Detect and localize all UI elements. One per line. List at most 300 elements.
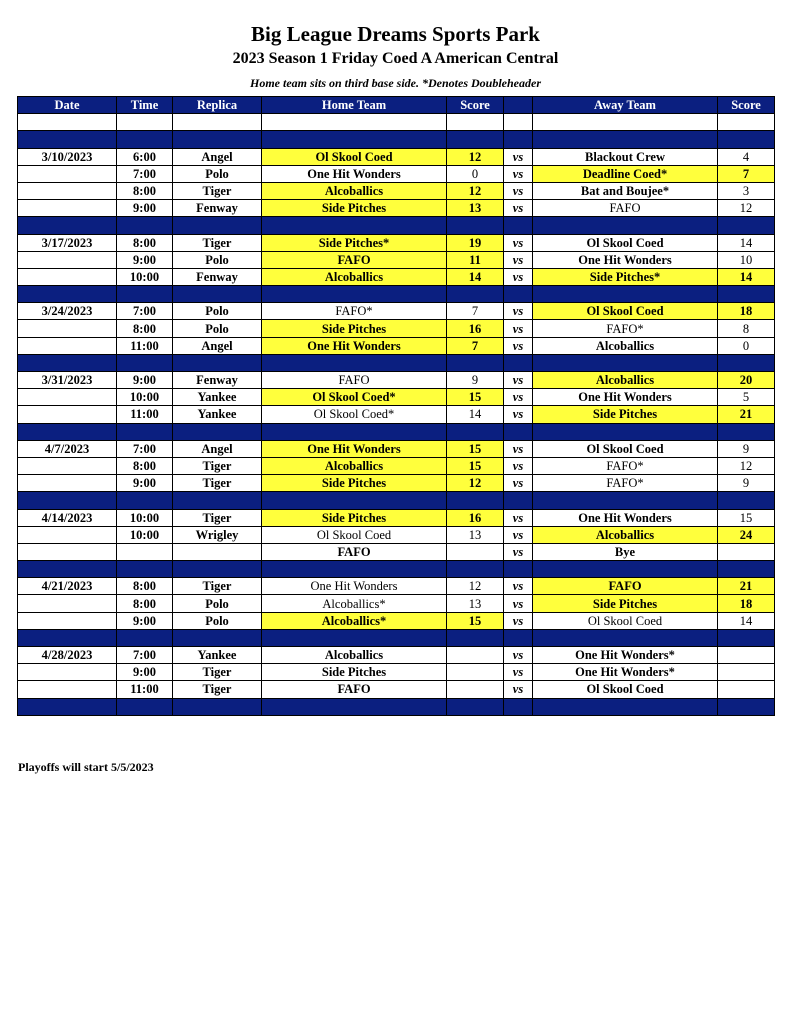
home-team: One Hit Wonders <box>262 165 447 182</box>
vs-label: vs <box>504 251 533 268</box>
game-time: 8:00 <box>117 457 173 474</box>
schedule-table <box>17 96 775 716</box>
away-team: One Hit Wonders <box>533 389 718 406</box>
vs-label: vs <box>504 440 533 457</box>
game-date: 4/7/2023 <box>18 440 117 457</box>
away-score <box>718 664 775 681</box>
header-home-score: Score <box>447 97 504 114</box>
vs-label: vs <box>504 612 533 629</box>
week-separator-cell <box>718 629 775 646</box>
blank-row-cell <box>504 114 533 131</box>
away-team: Side Pitches* <box>533 268 718 285</box>
game-field: Tiger <box>173 234 262 251</box>
away-team: One Hit Wonders <box>533 509 718 526</box>
week-separator-cell <box>117 354 173 371</box>
away-score: 14 <box>718 268 775 285</box>
week-separator-cell <box>173 354 262 371</box>
away-score: 3 <box>718 182 775 199</box>
home-score <box>447 647 504 664</box>
game-time: 9:00 <box>117 664 173 681</box>
game-date: 4/21/2023 <box>18 578 117 595</box>
week-separator-cell <box>262 217 447 234</box>
away-score: 7 <box>718 165 775 182</box>
schedule-note: Home team sits on third base side. *Denotes Doubleheader <box>250 76 541 90</box>
game-date <box>18 337 117 354</box>
blank-row-cell <box>533 114 718 131</box>
week-separator-cell <box>447 629 504 646</box>
header-date: Date <box>18 97 117 114</box>
home-score: 0 <box>447 165 504 182</box>
home-score: 11 <box>447 251 504 268</box>
home-score: 15 <box>447 440 504 457</box>
blank-row-cell <box>718 114 775 131</box>
game-row <box>18 457 775 474</box>
vs-label: vs <box>504 148 533 165</box>
away-team: One Hit Wonders* <box>533 664 718 681</box>
page-title: Big League Dreams Sports Park <box>251 22 540 46</box>
vs-label: vs <box>504 182 533 199</box>
game-date <box>18 595 117 612</box>
home-team: One Hit Wonders <box>262 440 447 457</box>
vs-label: vs <box>504 664 533 681</box>
week-separator <box>18 423 775 440</box>
away-score <box>718 681 775 698</box>
away-score: 4 <box>718 148 775 165</box>
home-score: 15 <box>447 612 504 629</box>
game-date <box>18 389 117 406</box>
game-date: 3/17/2023 <box>18 234 117 251</box>
week-separator-cell <box>447 354 504 371</box>
home-team: FAFO <box>262 372 447 389</box>
week-separator-cell <box>533 698 718 715</box>
vs-label: vs <box>504 578 533 595</box>
game-field: Fenway <box>173 372 262 389</box>
game-row <box>18 664 775 681</box>
home-score <box>447 681 504 698</box>
game-date <box>18 200 117 217</box>
week-separator-cell <box>262 354 447 371</box>
game-time: 8:00 <box>117 182 173 199</box>
vs-label: vs <box>504 475 533 492</box>
home-team: One Hit Wonders <box>262 337 447 354</box>
week-separator-cell <box>18 131 117 148</box>
week-separator-cell <box>504 286 533 303</box>
game-date: 4/28/2023 <box>18 647 117 664</box>
game-date <box>18 475 117 492</box>
header-vs <box>504 97 533 114</box>
week-separator-cell <box>173 423 262 440</box>
game-row <box>18 440 775 457</box>
week-separator <box>18 217 775 234</box>
game-time: 8:00 <box>117 234 173 251</box>
week-separator-cell <box>533 423 718 440</box>
week-separator-cell <box>533 286 718 303</box>
week-separator <box>18 698 775 715</box>
away-score: 18 <box>718 303 775 320</box>
game-date <box>18 320 117 337</box>
week-separator-cell <box>447 561 504 578</box>
game-row <box>18 303 775 320</box>
home-team: FAFO <box>262 543 447 560</box>
game-time: 9:00 <box>117 372 173 389</box>
game-time: 11:00 <box>117 681 173 698</box>
game-date <box>18 457 117 474</box>
home-score: 15 <box>447 457 504 474</box>
home-team: Side Pitches* <box>262 234 447 251</box>
game-field: Yankee <box>173 389 262 406</box>
away-team: FAFO <box>533 578 718 595</box>
vs-label: vs <box>504 337 533 354</box>
week-separator-cell <box>262 629 447 646</box>
game-date <box>18 543 117 560</box>
game-field: Yankee <box>173 647 262 664</box>
home-team: Alcoballics <box>262 457 447 474</box>
game-date <box>18 406 117 423</box>
game-date <box>18 612 117 629</box>
game-time: 10:00 <box>117 268 173 285</box>
game-time: 10:00 <box>117 526 173 543</box>
week-separator-cell <box>117 492 173 509</box>
away-score: 12 <box>718 457 775 474</box>
week-separator-cell <box>504 217 533 234</box>
game-field: Fenway <box>173 268 262 285</box>
away-team: Alcoballics <box>533 372 718 389</box>
home-score: 12 <box>447 475 504 492</box>
game-time: 7:00 <box>117 165 173 182</box>
home-score: 13 <box>447 200 504 217</box>
week-separator-cell <box>18 698 117 715</box>
game-date <box>18 268 117 285</box>
away-score <box>718 543 775 560</box>
playoffs-note: Playoffs will start 5/5/2023 <box>18 760 154 774</box>
header-home-team: Home Team <box>262 97 447 114</box>
week-separator-cell <box>504 423 533 440</box>
game-date: 3/10/2023 <box>18 148 117 165</box>
week-separator <box>18 629 775 646</box>
home-team: Alcoballics <box>262 182 447 199</box>
game-row <box>18 268 775 285</box>
week-separator-cell <box>504 561 533 578</box>
vs-label: vs <box>504 372 533 389</box>
week-separator-cell <box>447 131 504 148</box>
vs-label: vs <box>504 457 533 474</box>
week-separator-cell <box>173 131 262 148</box>
week-separator-cell <box>117 217 173 234</box>
away-team: Deadline Coed* <box>533 165 718 182</box>
game-field: Angel <box>173 148 262 165</box>
home-score: 14 <box>447 268 504 285</box>
game-time: 8:00 <box>117 578 173 595</box>
away-score: 9 <box>718 440 775 457</box>
week-separator-cell <box>18 492 117 509</box>
away-team: One Hit Wonders <box>533 251 718 268</box>
header-away-team: Away Team <box>533 97 718 114</box>
away-score: 10 <box>718 251 775 268</box>
week-separator-cell <box>117 629 173 646</box>
vs-label: vs <box>504 647 533 664</box>
header-time: Time <box>117 97 173 114</box>
game-field: Tiger <box>173 457 262 474</box>
week-separator-cell <box>533 629 718 646</box>
home-team: Side Pitches <box>262 475 447 492</box>
home-team: FAFO <box>262 251 447 268</box>
game-field: Tiger <box>173 475 262 492</box>
away-score <box>718 647 775 664</box>
game-time: 9:00 <box>117 200 173 217</box>
week-separator-cell <box>718 492 775 509</box>
away-score: 18 <box>718 595 775 612</box>
game-row <box>18 543 775 560</box>
home-score: 19 <box>447 234 504 251</box>
game-field: Tiger <box>173 509 262 526</box>
week-separator-cell <box>504 698 533 715</box>
week-separator-cell <box>504 354 533 371</box>
away-team: FAFO* <box>533 475 718 492</box>
away-score: 0 <box>718 337 775 354</box>
game-date <box>18 165 117 182</box>
week-separator <box>18 286 775 303</box>
vs-label: vs <box>504 509 533 526</box>
game-field: Yankee <box>173 406 262 423</box>
game-field: Polo <box>173 595 262 612</box>
game-time: 7:00 <box>117 440 173 457</box>
game-row <box>18 578 775 595</box>
game-time: 7:00 <box>117 303 173 320</box>
vs-label: vs <box>504 681 533 698</box>
week-separator-cell <box>173 492 262 509</box>
home-score: 13 <box>447 595 504 612</box>
vs-label: vs <box>504 303 533 320</box>
game-field: Tiger <box>173 681 262 698</box>
blank-row-cell <box>173 114 262 131</box>
home-score <box>447 664 504 681</box>
week-separator-cell <box>718 131 775 148</box>
vs-label: vs <box>504 406 533 423</box>
week-separator-cell <box>18 561 117 578</box>
game-field: Tiger <box>173 664 262 681</box>
game-row <box>18 595 775 612</box>
home-score: 12 <box>447 578 504 595</box>
game-field <box>173 543 262 560</box>
home-team: FAFO <box>262 681 447 698</box>
game-row <box>18 406 775 423</box>
week-separator-cell <box>173 698 262 715</box>
week-separator-cell <box>18 629 117 646</box>
away-team: Ol Skool Coed <box>533 612 718 629</box>
week-separator-cell <box>262 286 447 303</box>
week-separator-cell <box>173 629 262 646</box>
away-score: 21 <box>718 406 775 423</box>
week-separator-cell <box>117 698 173 715</box>
game-time: 10:00 <box>117 389 173 406</box>
game-field: Tiger <box>173 182 262 199</box>
vs-label: vs <box>504 543 533 560</box>
game-time: 9:00 <box>117 475 173 492</box>
home-team: One Hit Wonders <box>262 578 447 595</box>
week-separator-cell <box>533 561 718 578</box>
week-separator-cell <box>117 131 173 148</box>
game-date: 3/31/2023 <box>18 372 117 389</box>
week-separator <box>18 561 775 578</box>
week-separator-cell <box>18 217 117 234</box>
game-date <box>18 182 117 199</box>
game-row <box>18 475 775 492</box>
blank-row-cell <box>18 114 117 131</box>
week-separator-cell <box>533 354 718 371</box>
game-row <box>18 526 775 543</box>
game-time: 8:00 <box>117 320 173 337</box>
game-time: 7:00 <box>117 647 173 664</box>
vs-label: vs <box>504 165 533 182</box>
home-score: 12 <box>447 148 504 165</box>
week-separator-cell <box>718 561 775 578</box>
game-row <box>18 251 775 268</box>
away-score: 21 <box>718 578 775 595</box>
away-team: One Hit Wonders* <box>533 647 718 664</box>
week-separator-cell <box>718 354 775 371</box>
week-separator <box>18 354 775 371</box>
vs-label: vs <box>504 526 533 543</box>
week-separator-cell <box>262 698 447 715</box>
week-separator-cell <box>504 131 533 148</box>
game-row <box>18 389 775 406</box>
home-score: 16 <box>447 320 504 337</box>
vs-label: vs <box>504 234 533 251</box>
game-row <box>18 182 775 199</box>
away-score: 5 <box>718 389 775 406</box>
game-date: 3/24/2023 <box>18 303 117 320</box>
vs-label: vs <box>504 320 533 337</box>
away-team: Alcoballics <box>533 337 718 354</box>
week-separator-cell <box>262 423 447 440</box>
week-separator-cell <box>718 698 775 715</box>
week-separator-cell <box>262 492 447 509</box>
game-time: 11:00 <box>117 337 173 354</box>
game-field: Polo <box>173 320 262 337</box>
away-team: FAFO* <box>533 457 718 474</box>
game-row <box>18 234 775 251</box>
home-score: 12 <box>447 182 504 199</box>
blank-row-cell <box>447 114 504 131</box>
home-team: Ol Skool Coed <box>262 148 447 165</box>
game-time: 6:00 <box>117 148 173 165</box>
vs-label: vs <box>504 389 533 406</box>
home-team: Alcoballics* <box>262 612 447 629</box>
home-team: Alcoballics* <box>262 595 447 612</box>
game-field: Angel <box>173 440 262 457</box>
game-field: Wrigley <box>173 526 262 543</box>
week-separator-cell <box>262 561 447 578</box>
away-score: 8 <box>718 320 775 337</box>
home-team: Side Pitches <box>262 320 447 337</box>
game-date <box>18 251 117 268</box>
vs-label: vs <box>504 200 533 217</box>
game-time: 9:00 <box>117 251 173 268</box>
away-score: 14 <box>718 234 775 251</box>
home-team: Side Pitches <box>262 509 447 526</box>
week-separator <box>18 131 775 148</box>
game-row <box>18 165 775 182</box>
game-row <box>18 509 775 526</box>
away-team: FAFO* <box>533 320 718 337</box>
week-separator-cell <box>447 423 504 440</box>
home-score: 16 <box>447 509 504 526</box>
home-team: FAFO* <box>262 303 447 320</box>
week-separator-cell <box>173 217 262 234</box>
home-score: 7 <box>447 303 504 320</box>
away-team: Blackout Crew <box>533 148 718 165</box>
week-separator-cell <box>173 561 262 578</box>
away-team: Alcoballics <box>533 526 718 543</box>
away-team: Ol Skool Coed <box>533 440 718 457</box>
game-time: 9:00 <box>117 612 173 629</box>
week-separator-cell <box>504 492 533 509</box>
home-team: Side Pitches <box>262 200 447 217</box>
game-time: 8:00 <box>117 595 173 612</box>
week-separator-cell <box>18 354 117 371</box>
away-score: 9 <box>718 475 775 492</box>
game-time: 11:00 <box>117 406 173 423</box>
vs-label: vs <box>504 595 533 612</box>
week-separator-cell <box>533 217 718 234</box>
blank-row-cell <box>262 114 447 131</box>
week-separator-cell <box>18 286 117 303</box>
home-team: Alcoballics <box>262 647 447 664</box>
home-team: Alcoballics <box>262 268 447 285</box>
away-team: Bat and Boujee* <box>533 182 718 199</box>
vs-label: vs <box>504 268 533 285</box>
week-separator-cell <box>262 131 447 148</box>
week-separator-cell <box>718 423 775 440</box>
home-score: 7 <box>447 337 504 354</box>
game-row <box>18 681 775 698</box>
game-field: Tiger <box>173 578 262 595</box>
away-team: Side Pitches <box>533 595 718 612</box>
schedule-body <box>18 114 775 716</box>
game-row <box>18 612 775 629</box>
home-team: Ol Skool Coed* <box>262 389 447 406</box>
game-date: 4/14/2023 <box>18 509 117 526</box>
week-separator-cell <box>117 423 173 440</box>
game-date <box>18 526 117 543</box>
game-row <box>18 200 775 217</box>
away-team: Bye <box>533 543 718 560</box>
game-row <box>18 337 775 354</box>
game-row <box>18 148 775 165</box>
game-time <box>117 543 173 560</box>
game-row <box>18 320 775 337</box>
game-field: Polo <box>173 165 262 182</box>
home-score <box>447 543 504 560</box>
away-team: Ol Skool Coed <box>533 234 718 251</box>
game-field: Fenway <box>173 200 262 217</box>
week-separator-cell <box>447 492 504 509</box>
game-date <box>18 681 117 698</box>
game-row <box>18 372 775 389</box>
blank-row-cell <box>117 114 173 131</box>
away-score: 12 <box>718 200 775 217</box>
week-separator <box>18 492 775 509</box>
week-separator-cell <box>447 698 504 715</box>
game-field: Polo <box>173 612 262 629</box>
away-score: 20 <box>718 372 775 389</box>
week-separator-cell <box>117 286 173 303</box>
header-away-score: Score <box>718 97 775 114</box>
game-field: Polo <box>173 303 262 320</box>
week-separator-cell <box>533 492 718 509</box>
away-team: FAFO <box>533 200 718 217</box>
game-time: 10:00 <box>117 509 173 526</box>
